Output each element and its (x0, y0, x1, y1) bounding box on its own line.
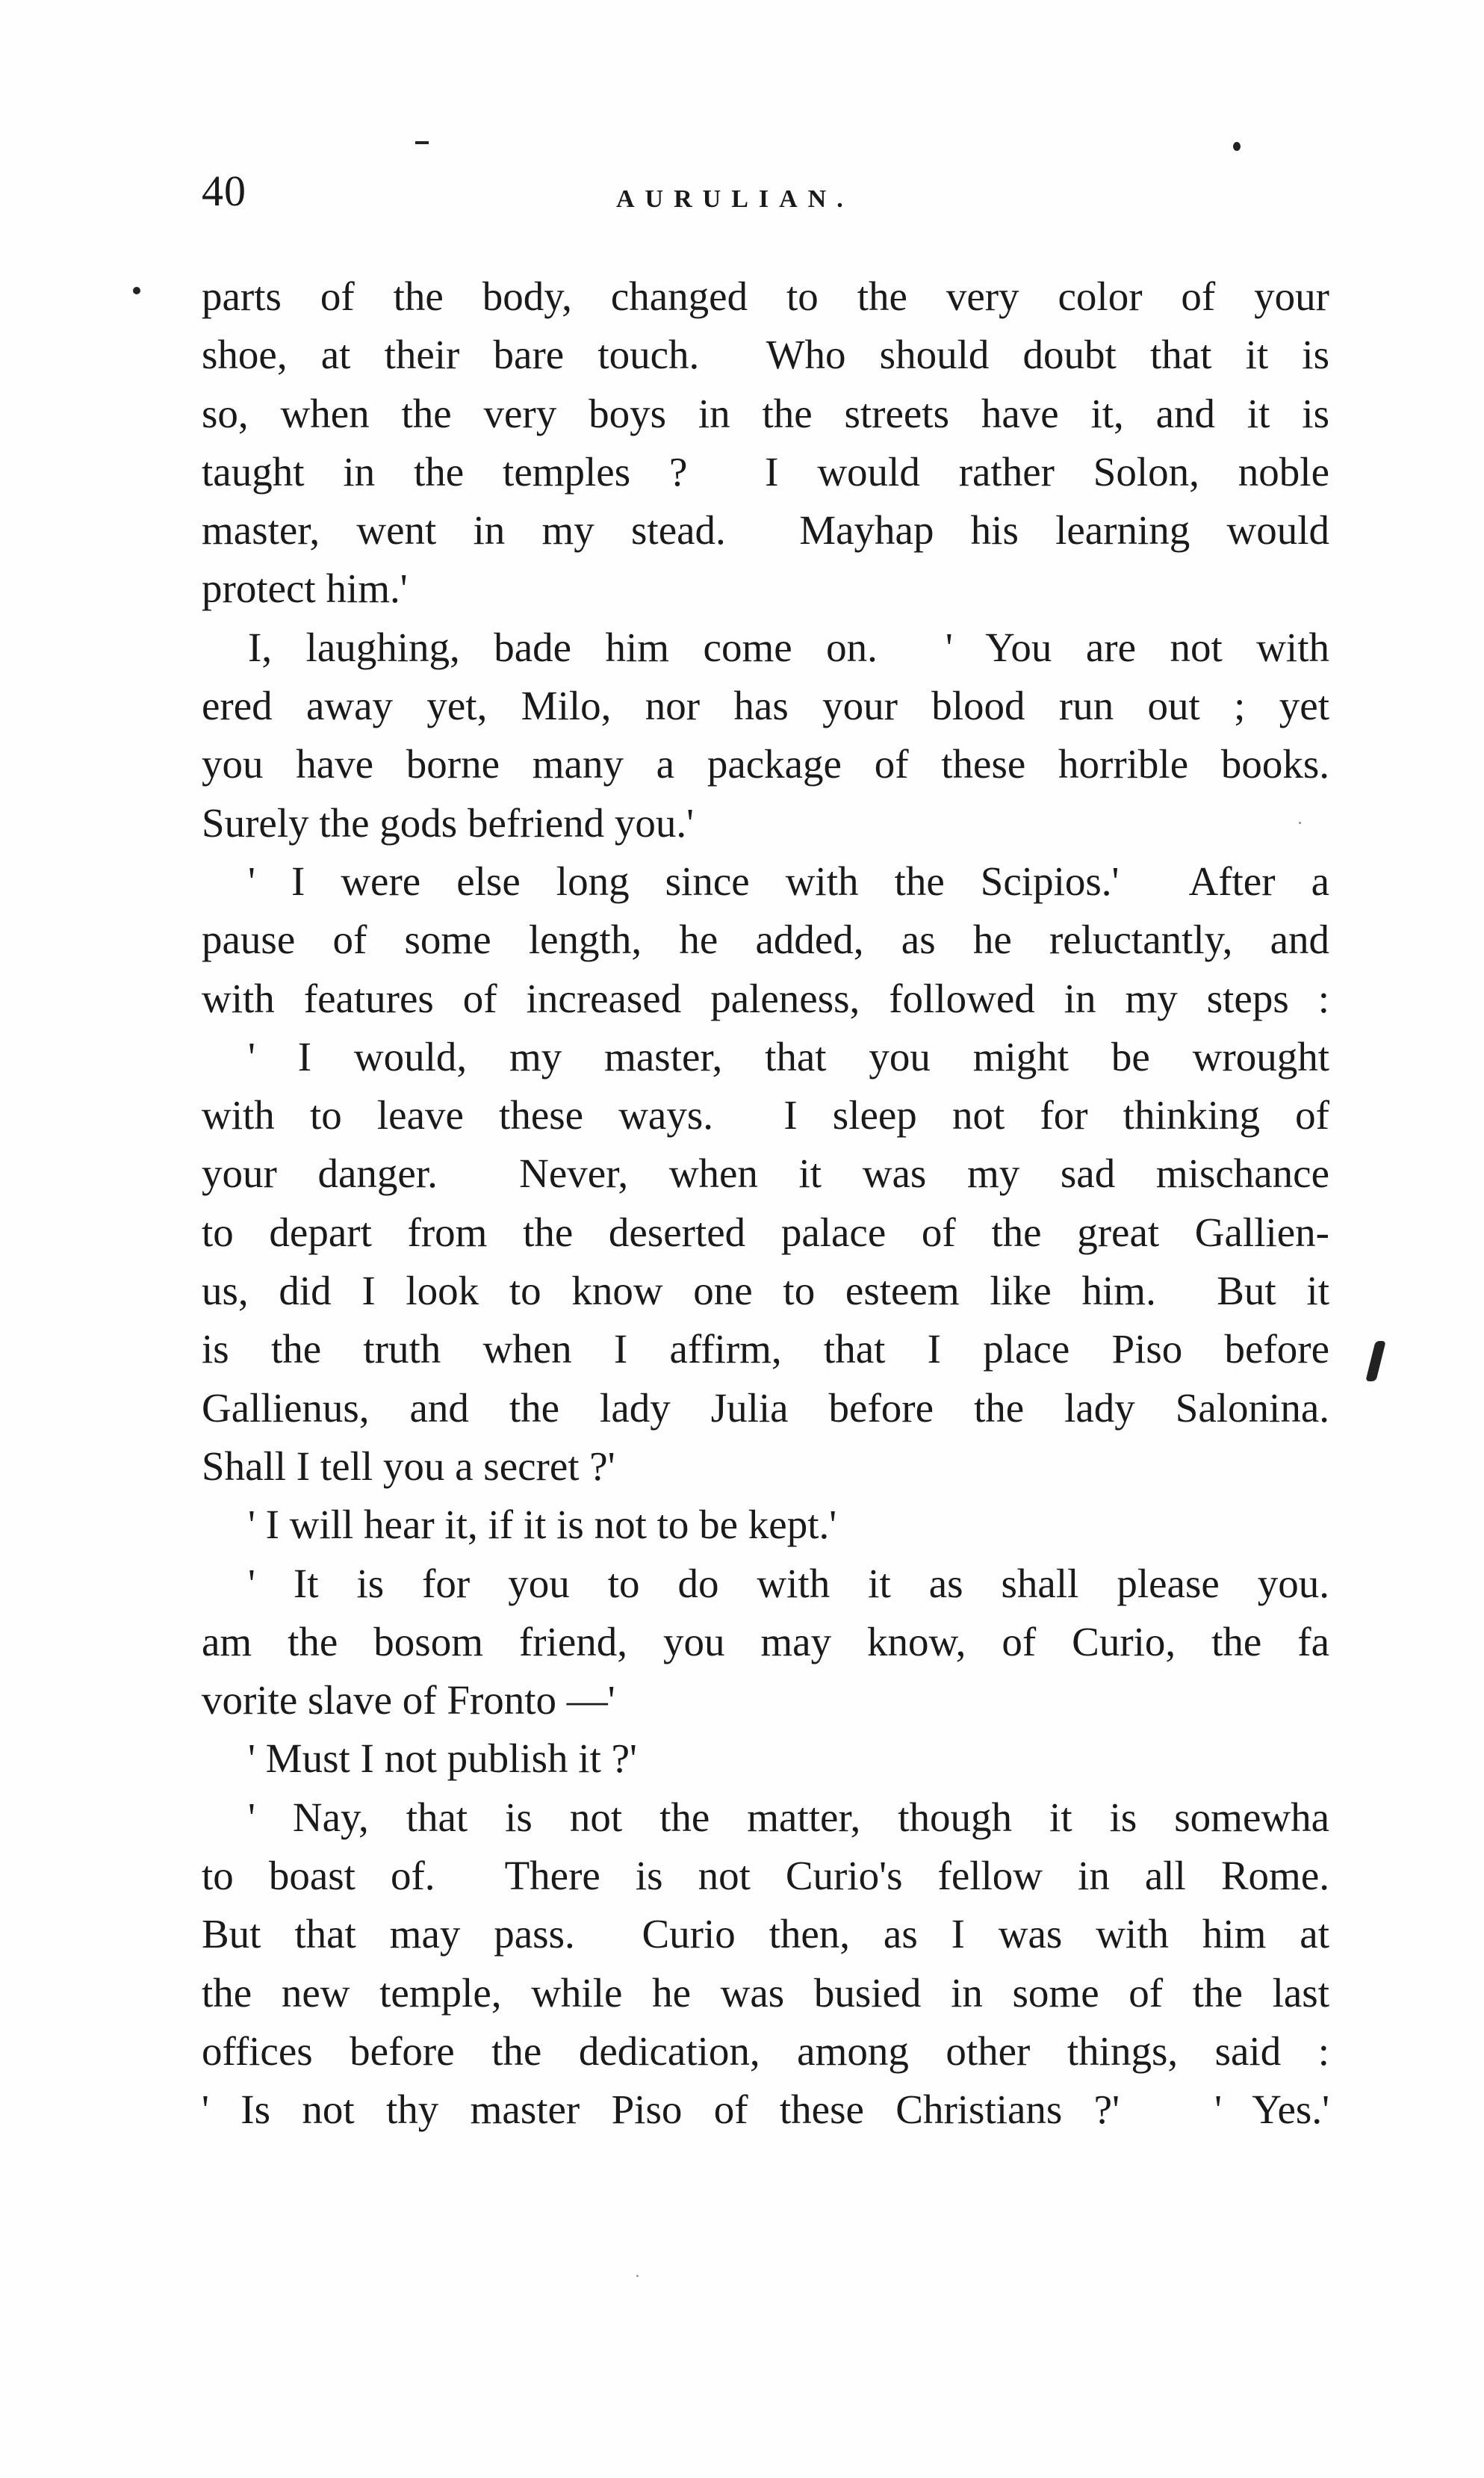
text-line: ered away yet, Milo, nor has your blood run out ; yet (202, 683, 1329, 729)
text-line: taught in the temples ? I would rather Solon, noble (202, 448, 1329, 495)
text-line: ' I were else long since with the Scipios.' After a (248, 858, 1329, 904)
text-line: with to leave these ways. I sleep not for thinking of (202, 1092, 1329, 1139)
text-line: parts of the body, changed to the very color of your (202, 273, 1329, 319)
text-line: to depart from the deserted palace of the great Gallien- (202, 1209, 1329, 1255)
page-number: 40 (202, 167, 246, 215)
text-line: to boast of. There is not Curio's fellow in all Rome. (202, 1853, 1329, 1899)
running-title: AURULIAN. (616, 185, 854, 213)
text-line: pause of some length, he added, as he reluctantly, and (202, 917, 1329, 963)
print-speck (1233, 142, 1241, 151)
text-line: ' It is for you to do with it as shall please you. (248, 1560, 1329, 1606)
text-line: protect him.' (202, 566, 408, 612)
print-speck (1299, 822, 1301, 824)
text-line: Surely the gods befriend you.' (202, 799, 695, 846)
text-line: ' Nay, that is not the matter, though it is somewha (248, 1794, 1329, 1840)
body-text (202, 267, 1329, 2140)
print-speck (636, 2275, 639, 2277)
text-line: is the truth when I affirm, that I place Piso before (202, 1326, 1329, 1372)
text-line: But that may pass. Curio then, as I was with him at (202, 1911, 1329, 1957)
text-line: offices before the dedication, among other things, said : (202, 2028, 1329, 2074)
page-header (202, 166, 1337, 218)
text-line: you have borne many a package of these horrible books. (202, 741, 1329, 787)
text-line: us, did I look to know one to esteem like him. But it (202, 1268, 1329, 1314)
text-line: ' I would, my master, that you might be wrought (248, 1033, 1329, 1080)
margin-mark (1365, 1341, 1385, 1381)
text-line: the new temple, while he was busied in some of the last (202, 1969, 1329, 2016)
text-line: so, when the very boys in the streets have it, and it is (202, 390, 1329, 436)
text-line: Shall I tell you a secret ?' (202, 1443, 615, 1489)
print-speck (415, 141, 429, 144)
text-line: I, laughing, bade him come on. ' You are not with (248, 624, 1329, 670)
text-line: ' Is not thy master Piso of these Christians ?' ' Yes.' (202, 2087, 1329, 2133)
text-line: with features of increased paleness, followed in my steps : (202, 975, 1329, 1021)
text-line: your danger. Never, when it was my sad mischance (202, 1150, 1329, 1197)
text-line: ' Must I not publish it ?' (248, 1735, 637, 1782)
text-line: am the bosom friend, you may know, of Curio, the fa (202, 1618, 1329, 1664)
text-line: vorite slave of Fronto —' (202, 1677, 615, 1723)
margin-bullet (133, 287, 140, 294)
text-line: Gallienus, and the lady Julia before the lady Salonina. (202, 1384, 1329, 1431)
text-line: master, went in my stead. Mayhap his learning would (202, 507, 1329, 554)
text-line: shoe, at their bare touch. Who should doubt that it is (202, 332, 1329, 378)
text-line: ' I will hear it, if it is not to be kept.' (248, 1502, 837, 1548)
